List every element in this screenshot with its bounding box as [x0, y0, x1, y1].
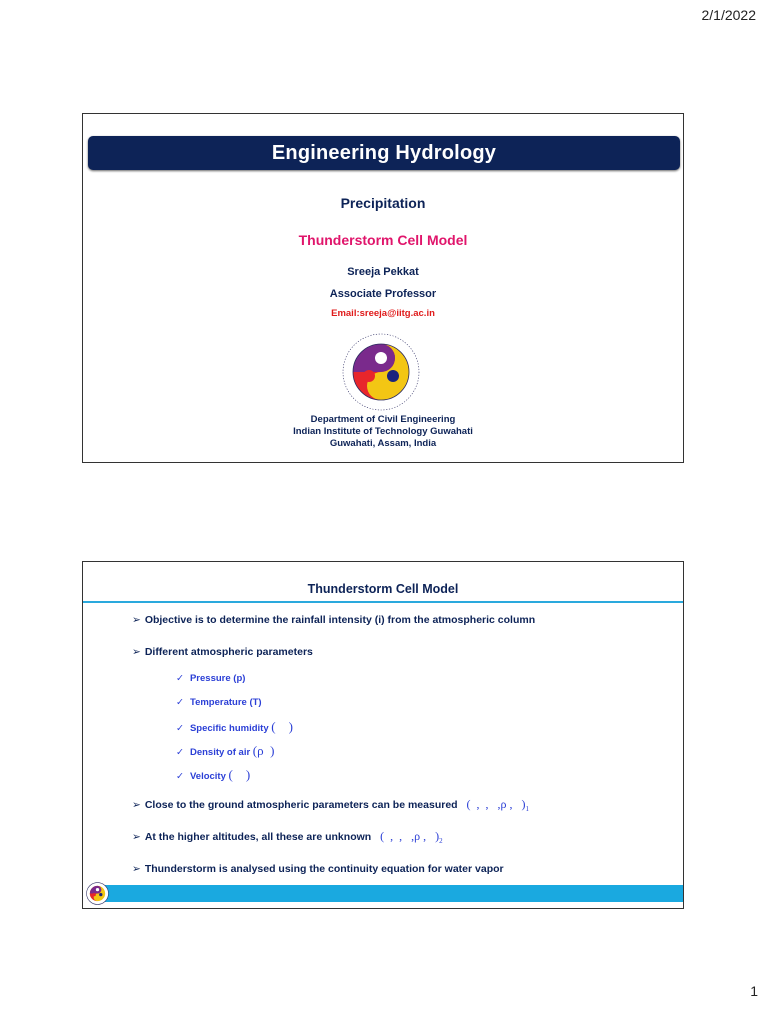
param-temperature [176, 697, 262, 708]
bullet-ground-measured [132, 797, 529, 813]
param-label: Specific humidity [189, 723, 269, 734]
param-label: Pressure (p) [189, 673, 246, 684]
arrow-bullet-icon: ➢ [132, 863, 141, 875]
param-symbol: (ρ ) [252, 743, 275, 758]
arrow-bullet-icon: ➢ [132, 831, 141, 843]
param-label: Density of air [189, 747, 251, 758]
topic-heading: Precipitation [340, 195, 426, 211]
course-title: Engineering Hydrology [271, 141, 497, 164]
page-number: 1 [750, 983, 758, 999]
check-icon: ✓ [176, 697, 184, 708]
author-position: Associate Professor [329, 288, 437, 300]
bullet-higher-altitudes [132, 829, 443, 845]
department-line: Department of Civil Engineering [310, 414, 456, 425]
institute-line: Indian Institute of Technology Guwahati [293, 426, 473, 437]
arrow-bullet-icon: ➢ [132, 646, 141, 658]
param-symbol: ( ) [228, 767, 251, 782]
author-name: Sreeja Pekkat [347, 266, 419, 278]
check-icon: ✓ [176, 723, 184, 734]
department-block [83, 414, 683, 450]
title-slide [82, 113, 684, 463]
bullet-parameters [132, 646, 313, 658]
iit-guwahati-logo-icon [339, 330, 423, 414]
param-specific-humidity [176, 719, 293, 735]
footer-bar [97, 885, 683, 902]
bullet-text: Close to the ground atmospheric parameters can be measured [144, 799, 458, 811]
tuple-subscript: 1 [525, 805, 529, 814]
lecture-subtitle: Thunderstorm Cell Model [298, 232, 468, 248]
check-icon: ✓ [176, 747, 184, 758]
param-label: Velocity [189, 771, 226, 782]
param-symbol: ( ) [271, 719, 293, 734]
author-email: Email:sreeja@iitg.ac.in [331, 308, 435, 319]
param-velocity [176, 767, 250, 783]
title-divider [83, 601, 683, 603]
slide-title: Thunderstorm Cell Model [307, 582, 459, 596]
page-date: 2/1/2022 [701, 7, 756, 23]
param-pressure [176, 673, 245, 684]
bullet-text: Thunderstorm is analysed using the continuity equation for water vapor [144, 863, 504, 875]
tuple-subscript: 2 [439, 837, 443, 846]
param-density [176, 743, 274, 759]
content-slide [82, 561, 684, 909]
arrow-bullet-icon: ➢ [132, 799, 141, 811]
bullet-continuity [132, 863, 504, 875]
check-icon: ✓ [176, 771, 184, 782]
bullet-text: At the higher altitudes, all these are unknown [144, 831, 372, 843]
bullet-text: Objective is to determine the rainfall intensity (i) from the atmospheric column [144, 614, 536, 626]
bullet-text: Different atmospheric parameters [144, 646, 313, 658]
bullet-objective [132, 614, 535, 626]
title-bar [88, 136, 680, 170]
location-line: Guwahati, Assam, India [329, 438, 437, 449]
param-label: Temperature (T) [189, 697, 262, 708]
arrow-bullet-icon: ➢ [132, 614, 141, 626]
ground-parameter-tuple: ( , , ,ρ , ) [466, 797, 526, 811]
altitude-parameter-tuple: ( , , ,ρ , ) [380, 829, 440, 843]
iit-guwahati-logo-icon [86, 882, 109, 905]
check-icon: ✓ [176, 673, 184, 684]
